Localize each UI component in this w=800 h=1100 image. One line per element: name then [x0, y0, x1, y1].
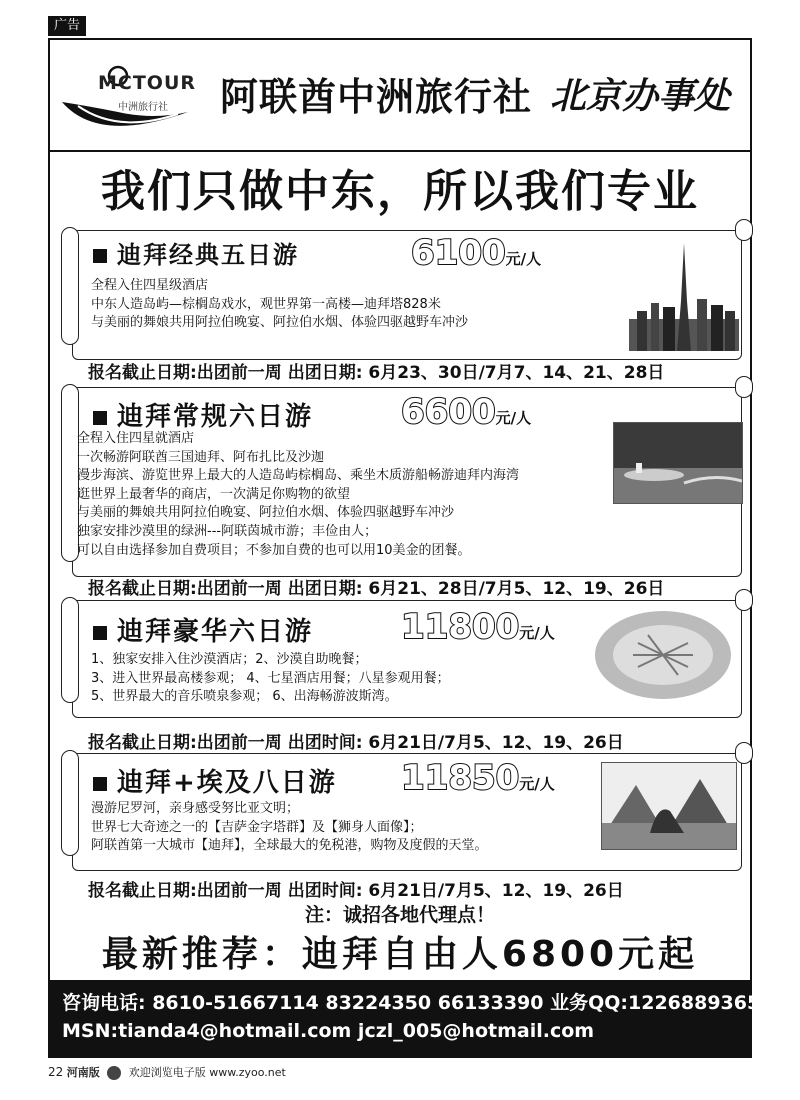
contact-bar	[50, 980, 761, 1058]
tour-description: 全程入住四星就酒店 一次畅游阿联酋三国迪拜、阿布扎比及沙迦 漫步海滨、游览世界上最大的人造岛屿棕榈岛、乘坐木质游船畅游迪拜内海湾 逛世界上最奢华的商店，一次满足你购物的欲望 与美丽的舞娘共用阿拉伯晚宴、阿拉伯水烟、体验四驱越野车冲沙 独家安排沙漠里的绿洲---阿联茵城市游；丰俭由人； 可以自由选择参加自费项目；不参加自费的也可以用10美金的团餐。	[77, 431, 520, 558]
office-name: 北京办事处	[550, 75, 731, 117]
scroll-curl-right	[735, 742, 753, 764]
logo-subtitle: 中洲旅行社	[118, 102, 168, 113]
tour-description: 漫游尼罗河，亲身感受努比亚文明； 世界七大奇迹之一的【吉萨金字塔群】及【狮身人面像】； 阿联酋第一大城市【迪拜】，全球最大的免税港，购物及度假的天堂。	[91, 801, 488, 853]
palm-island-photo	[613, 422, 743, 504]
tour-title: 迪拜豪华六日游	[93, 611, 313, 648]
footer-text: 欢迎浏览电子版 www.zyoo.net	[128, 1066, 286, 1079]
promo-banner: 最新推荐：迪拜自由人6800元起	[101, 934, 699, 975]
tour-card-3	[72, 600, 742, 718]
pyramids-photo	[601, 762, 737, 850]
tour-deadline-1: 报名截止日期:出团前一周 出团日期: 6月23、30日/7月7、14、21、28日	[88, 363, 665, 383]
palm-jumeirah-photo	[593, 605, 733, 705]
tour-description: 全程入住四星级酒店 中东人造岛屿—棕榈岛戏水，观世界第一高楼—迪拜塔828米 与美丽的舞娘共用阿拉伯晚宴、阿拉伯水烟、体验四驱越野车冲沙	[91, 278, 469, 330]
scroll-curl-left	[61, 597, 79, 703]
edition-label: 河南版	[66, 1066, 100, 1079]
scroll-curl-left	[61, 227, 79, 345]
slogan: 我们只做中东，所以我们专业	[101, 166, 699, 217]
agency-name: 阿联酋中洲旅行社	[220, 75, 533, 119]
page-number: 22	[48, 1065, 64, 1079]
page-footer	[48, 1064, 286, 1080]
header	[50, 40, 750, 152]
agent-notice: 注：诚招各地代理点！	[304, 904, 495, 926]
contact-msn: MSN:tianda4@hotmail.com jczl_005@hotmail.com	[62, 1020, 595, 1042]
bullet-square-icon	[93, 411, 107, 425]
company-logo	[58, 54, 198, 144]
advertisement-frame	[48, 38, 761, 1058]
tour-deadline-2: 报名截止日期:出团前一周 出团日期: 6月21、28日/7月5、12、19、26日	[88, 579, 665, 599]
tour-description: 1、独家安排入住沙漠酒店；2、沙漠自助晚餐； 3、进入世界最高楼参观； 4、七星酒店用餐；八星参观用餐； 5、世界最大的音乐喷泉参观； 6、出海畅游波斯湾。	[91, 652, 450, 704]
tour-title: 迪拜常规六日游	[93, 396, 313, 433]
tour-price: 11850元/人	[401, 758, 555, 798]
edition-badge-icon	[107, 1066, 121, 1080]
scroll-curl-right	[735, 219, 753, 241]
scroll-curl-right	[735, 376, 753, 398]
burj-khalifa-photo	[629, 241, 739, 351]
scroll-curl-right	[735, 589, 753, 611]
tour-title: 迪拜经典五日游	[93, 235, 299, 270]
tour-price: 11800元/人	[401, 607, 555, 647]
tour-price: 6600元/人	[401, 392, 532, 432]
bullet-square-icon	[93, 626, 107, 640]
bullet-square-icon	[93, 777, 107, 791]
logo-text: MCTOUR	[98, 72, 197, 94]
tour-title: 迪拜+埃及八日游	[93, 762, 337, 799]
tour-deadline-4: 报名截止日期:出团前一周 出团时间: 6月21日/7月5、12、19、26日	[88, 881, 624, 901]
tour-deadline-3: 报名截止日期:出团前一周 出团时间: 6月21日/7月5、12、19、26日	[88, 733, 624, 753]
tour-card-1	[72, 230, 742, 360]
tour-card-2	[72, 387, 742, 577]
tour-card-4	[72, 753, 742, 871]
tour-price: 6100元/人	[411, 233, 542, 273]
contact-phone: 咨询电话: 8610-51667114 83224350 66133390 业务QQ:1226889365	[62, 992, 761, 1014]
ad-tag: 广告	[48, 16, 86, 36]
bullet-square-icon	[93, 249, 107, 263]
scroll-curl-left	[61, 750, 79, 856]
